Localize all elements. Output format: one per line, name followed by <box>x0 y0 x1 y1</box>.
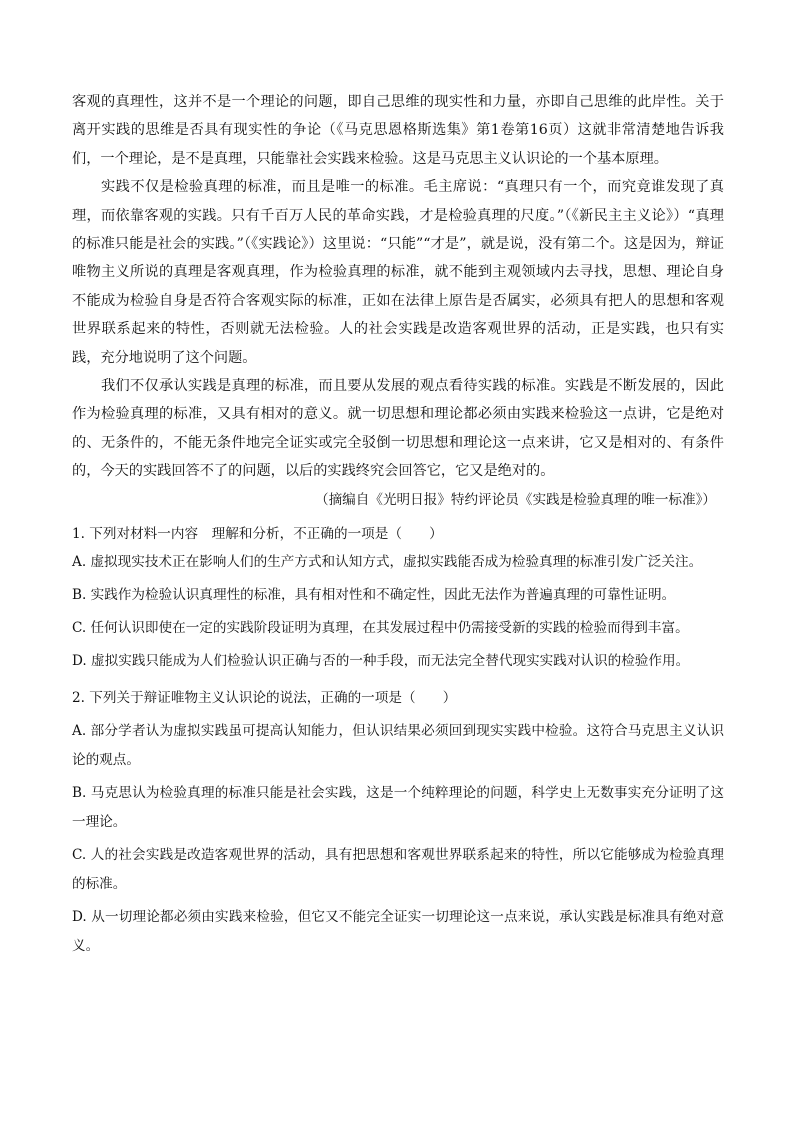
question-1-option-a: A. 虚拟现实技术正在影响人们的生产方式和认知方式，虚拟实践能否成为检验真理的标准引发广泛关注。 <box>72 554 703 571</box>
question-1-option-b: B. 实践作为检验认识真理性的标准，具有相对性和不确定性，因此无法作为普遍真理的可靠性证明。 <box>72 587 676 604</box>
question-1-option-d: D. 虚拟实践只能成为人们检验认识正确与否的一种手段，而无法完全替代现实实践对认识的检验作用。 <box>72 653 690 670</box>
question-1-stem: 1. 下列对材料一内容 理解和分析，不正确的一项是（ ） <box>72 526 443 543</box>
question-2-stem: 2. 下列关于辩证唯物主义认识论的说法，正确的一项是（ ） <box>72 690 457 707</box>
question-2-option-b: B. 马克思认为检验真理的标准只能是社会实践，这是一个纯粹理论的问题，科学史上无数事实充分证明了这一理论。 <box>72 785 724 831</box>
question-2-option-d: D. 从一切理论都必须由实践来检验，但它又不能完全证实一切理论这一点来说，承认实践是标准具有绝对意义。 <box>72 909 724 955</box>
passage <box>72 88 724 514</box>
passage-source: （摘编自《光明日报》特约评论员《实践是检验真理的唯一标准》） <box>314 491 716 508</box>
question-2-option-c: C. 人的社会实践是改造客观世界的活动，具有把思想和客观世界联系起来的特性，所以它能够成为检验真理的标准。 <box>72 847 724 893</box>
passage-paragraph-3: 我们不仅承认实践是真理的标准，而且要从发展的观点看待实践的标准。实践是不断发展的，因此作为检验真理的标准，又具有相对的意义。就一切思想和理论都必须由实践来检验这一点讲，它是绝对的、无条件的，不能无条件地完全证实或完全驳倒一切思想和理论这一点来讲，它又是相对的、有条件的，今天的实践回答不了的问题，以后的实践终究会回答它，它又是绝对的。 <box>72 378 724 480</box>
question-2-option-a: A. 部分学者认为虚拟实践虽可提高认知能力，但认识结果必须回到现实实践中检验。这符合马克思主义认识论的观点。 <box>72 723 724 769</box>
question-1-option-c: C. 任何认识即使在一定的实践阶段证明为真理，在其发展过程中仍需接受新的实践的检验而得到丰富。 <box>72 620 689 637</box>
question-1 <box>72 524 724 676</box>
question-2 <box>72 684 724 961</box>
document-page <box>72 88 724 961</box>
passage-paragraph-1: 客观的真理性，这并不是一个理论的问题，即自己思维的现实性和力量，亦即自己思维的此岸性。关于离开实践的思维是否具有现实性的争论（《马克思恩格斯选集》第1卷第16页）这就非常清楚地告诉我们，一个理论，是不是真理，只能靠社会实践来检验。这是马克思主义认识论的一个基本原理。 <box>72 94 724 167</box>
passage-paragraph-2: 实践不仅是检验真理的标准，而且是唯一的标准。毛主席说：“真理只有一个，而究竟谁发现了真理，而依靠客观的实践。只有千百万人民的革命实践，才是检验真理的尺度。”（《新民主主义论》）“真理的标准只能是社会的实践。”（《实践论》）这里说：“只能”“才是”，就是说，没有第二个。这是因为，辩证唯物主义所说的真理是客观真理，作为检验真理的标准，就不能到主观领域内去寻找，思想、理论自身不能成为检验自身是否符合客观实际的标准，正如在法律上原告是否属实，必须具有把人的思想和客观世界联系起来的特性，否则就无法检验。人的社会实践是改造客观世界的活动，正是实践，也只有实践，充分地说明了这个问题。 <box>72 179 724 366</box>
